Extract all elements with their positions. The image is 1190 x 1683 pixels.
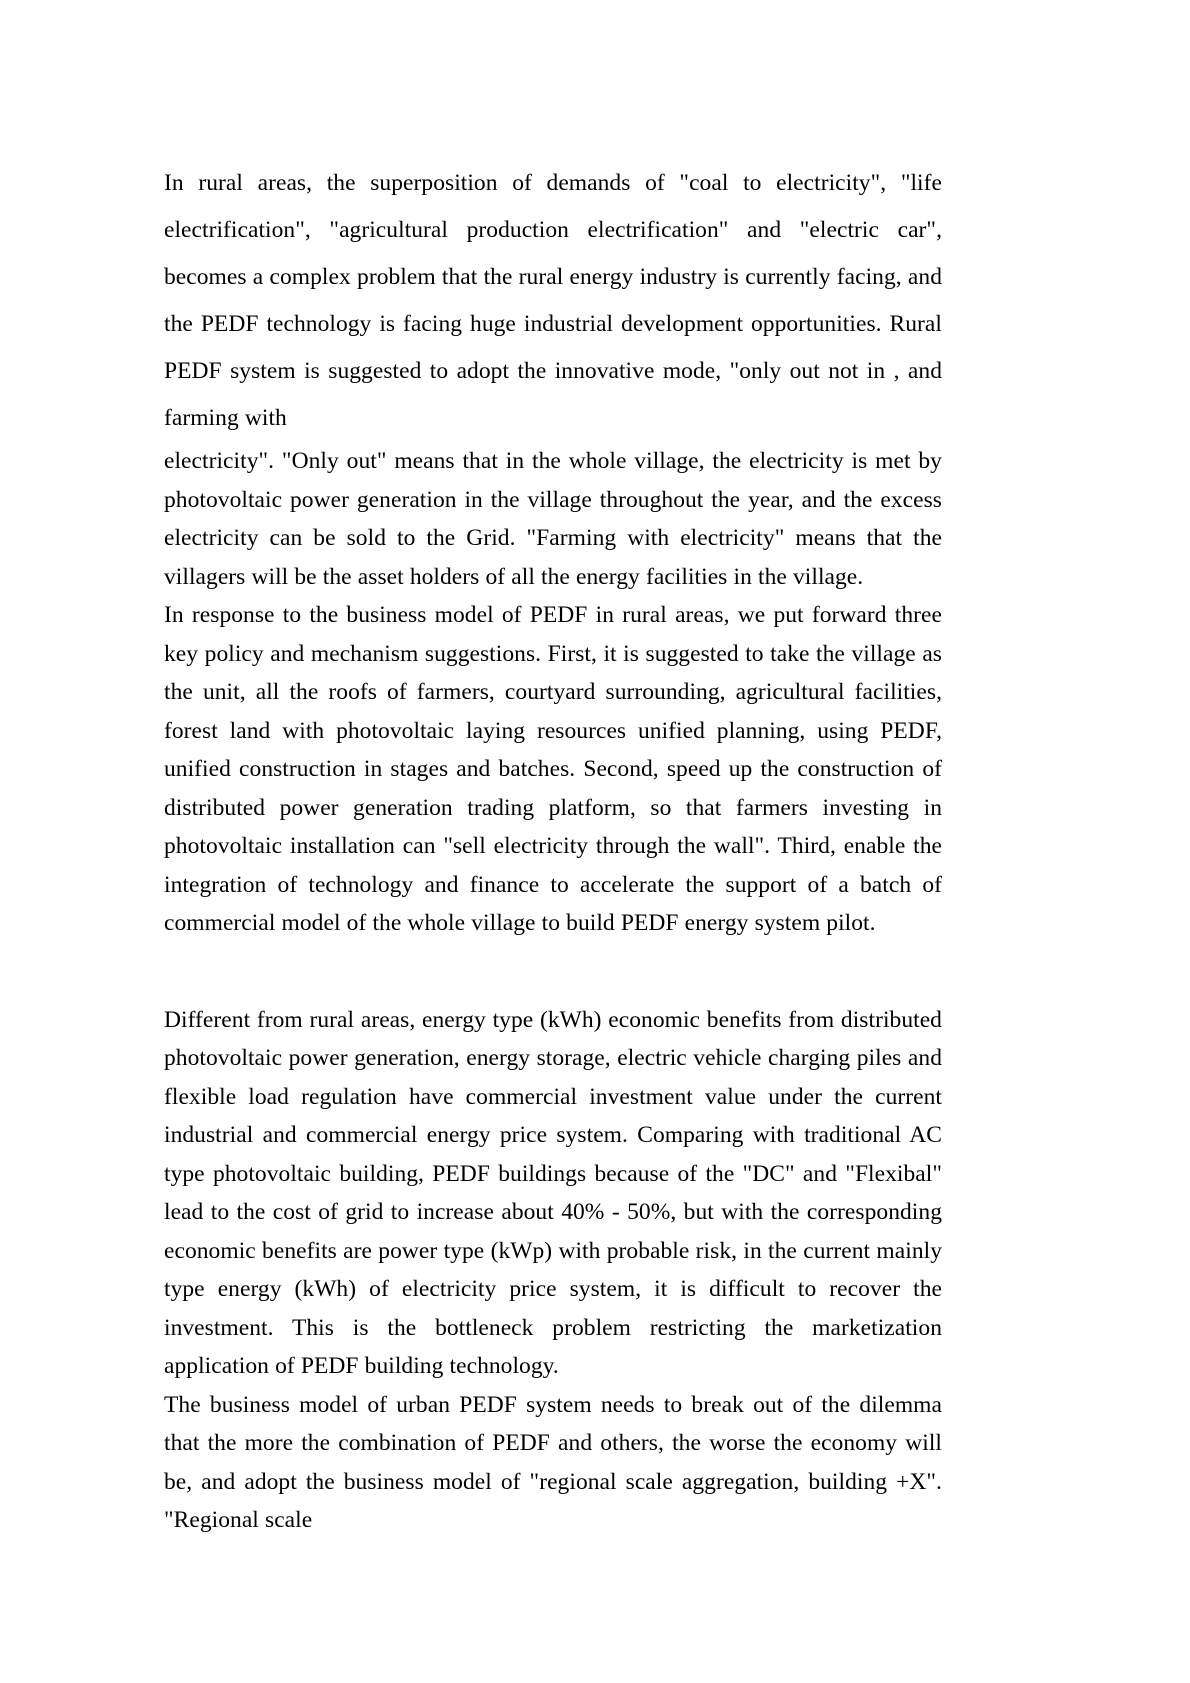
- paragraph-urban-economics: Different from rural areas, energy type (kWh) economic benefits from distributed photovoltaic power generation, energy storage, electric vehicle charging piles and flexible load regulation have commercial investment value under the current industrial and commercial energy price system. Comparing with traditional AC type photovoltaic building, PEDF buildings because of the "DC" and "Flexibal" lead to the cost of grid to increase about 40% - 50%, but with the corresponding economic benefits are power type (kWp) with probable risk, in the current mainly type energy (kWh) of electricity price system, it is difficult to recover the investment. This is the bottleneck problem restricting the marketization application of PEDF building technology.: [164, 1006, 942, 1379]
- paragraph-spacer: [164, 943, 942, 1001]
- text-column: [164, 160, 942, 1540]
- paragraph-rural-superposition: In rural areas, the superposition of demands of "coal to electricity", "life electrification", "agricultural production electrification" and "electric car", becomes a complex problem that the rural energy industry is currently facing, and the PEDF technology is facing huge industrial development opportunities. Rural PEDF system is suggested to adopt the innovative mode, "only out not in , and farming with: [164, 170, 942, 431]
- paragraph-urban-business-model: The business model of urban PEDF system needs to break out of the dilemma that the more the combination of PEDF and others, the worse the economy will be, and adopt the business model of "regional scale aggregation, building +X". "Regional scale: [164, 1391, 942, 1533]
- paragraph-only-out-meaning: electricity". "Only out" means that in the whole village, the electricity is met by photovoltaic power generation in the village throughout the year, and the excess electricity can be sold to the Grid. "Farming with electricity" means that the villagers will be the asset holders of all the energy facilities in the village.: [164, 448, 942, 590]
- paragraph-policy-suggestions: In response to the business model of PEDF in rural areas, we put forward three key policy and mechanism suggestions. First, it is suggested to take the village as the unit, all the roofs of farmers, courtyard surrounding, agricultural facilities, forest land with photovoltaic laying resources unified planning, using PEDF, unified construction in stages and batches. Second, speed up the construction of distributed power generation trading platform, so that farmers investing in photovoltaic installation can "sell electricity through the wall". Third, enable the integration of technology and finance to accelerate the support of a batch of commercial model of the whole village to build PEDF energy system pilot.: [164, 602, 942, 936]
